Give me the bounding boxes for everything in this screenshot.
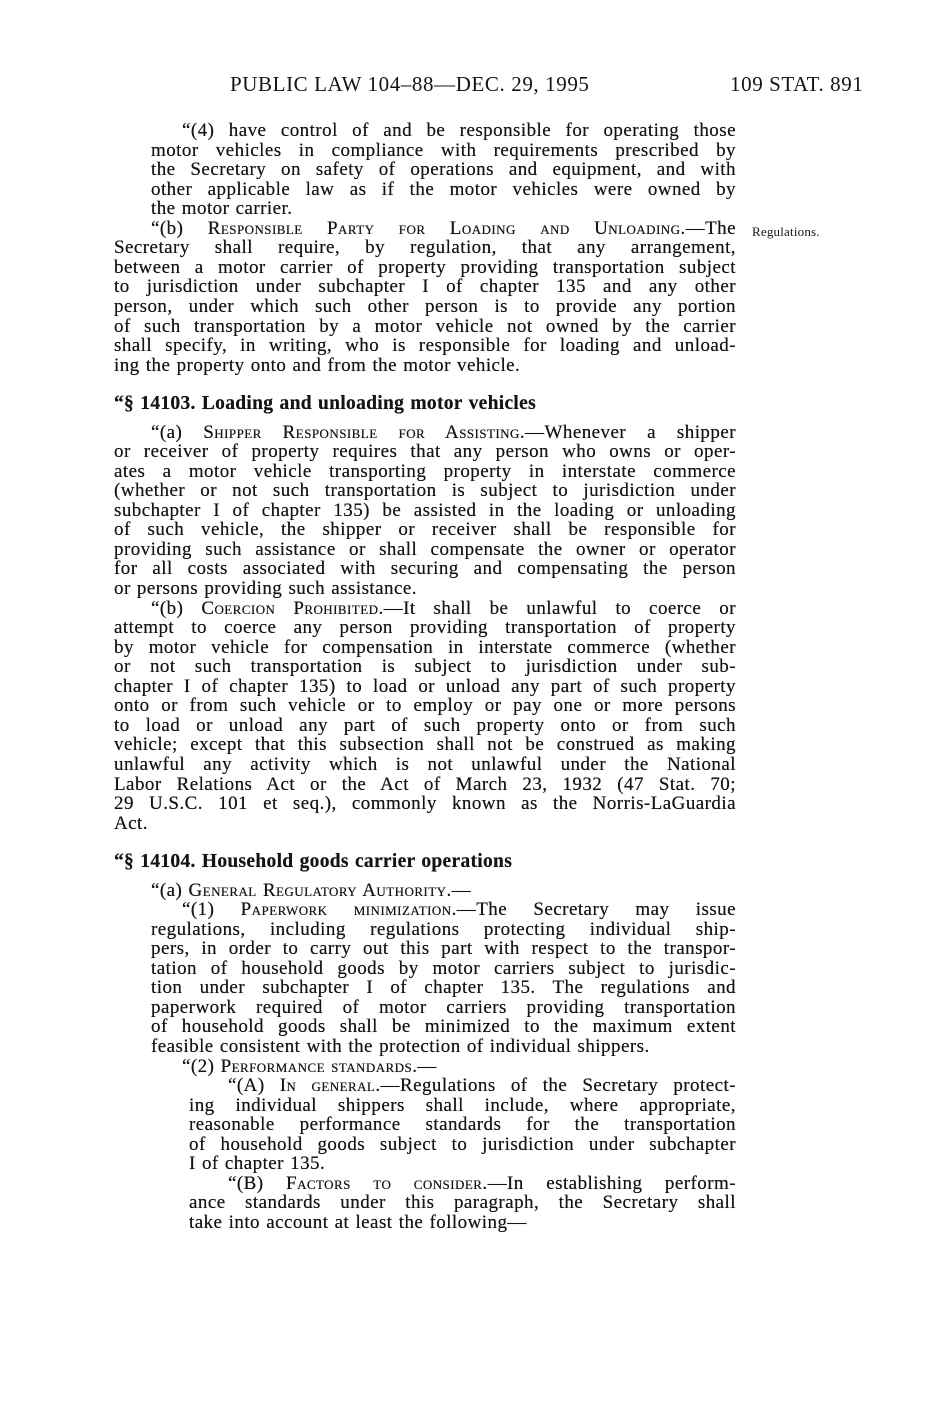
text-line bbox=[189, 1096, 736, 1116]
small-caps-heading: Paperwork minimization bbox=[240, 899, 452, 921]
text-line bbox=[114, 775, 736, 795]
text-run: .— bbox=[412, 1055, 437, 1077]
text-line bbox=[151, 423, 736, 443]
text-run: Labor Relations Act or the Act of March 23, 1932 (47 Stat. 70; bbox=[114, 773, 736, 795]
text-line bbox=[114, 540, 736, 560]
text-line bbox=[151, 180, 736, 200]
text-line bbox=[151, 920, 736, 940]
text-run: .—The Secretary may issue bbox=[451, 899, 736, 921]
text-run: vehicle; except that this subsection shall not be construed as making bbox=[114, 734, 736, 756]
text-line bbox=[114, 501, 736, 521]
small-caps-heading: Performance standards bbox=[220, 1055, 413, 1077]
text-line bbox=[151, 160, 736, 180]
text-run: Act. bbox=[114, 812, 148, 834]
text-run: of household goods shall be minimized to the maximum extent bbox=[151, 1016, 736, 1038]
text-line bbox=[189, 1135, 736, 1155]
text-run: .— bbox=[446, 879, 472, 901]
text-run: Secretary shall require, by regulation, that any arrangement, bbox=[114, 237, 736, 259]
text-run: .—It shall be unlawful to coerce or bbox=[378, 597, 736, 619]
text-line bbox=[189, 1213, 736, 1233]
text-run: “(b) bbox=[151, 217, 208, 239]
small-caps-heading: Shipper Responsible for Assisting bbox=[203, 421, 520, 443]
text-run: ates a motor vehicle transporting property in interstate commerce bbox=[114, 460, 736, 482]
small-caps-heading: Factors to consider bbox=[286, 1172, 483, 1194]
text-run: of such vehicle, the shipper or receiver shall be responsible for bbox=[114, 519, 736, 541]
text-line bbox=[114, 356, 736, 376]
text-line bbox=[151, 219, 736, 239]
text-run: of such transportation by a motor vehicle not owned by the carrier bbox=[114, 315, 736, 337]
text-line bbox=[151, 141, 736, 161]
text-run: or receiver of property requires that any person who owns or oper- bbox=[114, 441, 736, 463]
text-line bbox=[189, 1154, 736, 1174]
text-line bbox=[114, 258, 736, 278]
text-run: chapter I of chapter 135) to load or unload any part of such property bbox=[114, 675, 736, 697]
text-run: to load or unload any part of such property onto or from such bbox=[114, 714, 736, 736]
text-run: the Secretary on safety of operations and equipment, and with bbox=[151, 159, 736, 181]
text-run: to jurisdiction under subchapter I of chapter 135 and any other bbox=[114, 276, 736, 298]
text-run: reasonable performance standards for the transportation bbox=[189, 1114, 736, 1136]
text-run: (whether or not such transportation is subject to jurisdiction under bbox=[114, 480, 736, 502]
small-caps-heading: General Regulatory Authority bbox=[188, 879, 447, 901]
text-run: .—Regulations of the Secretary protect- bbox=[375, 1075, 737, 1097]
text-line bbox=[114, 638, 736, 658]
text-line bbox=[151, 599, 736, 619]
text-line bbox=[189, 1115, 736, 1135]
text-run: subchapter I of chapter 135) be assisted in the loading or unloading bbox=[114, 499, 736, 521]
text-line bbox=[151, 998, 736, 1018]
text-run: “(1) bbox=[182, 899, 241, 921]
text-run: “(2) bbox=[182, 1055, 221, 1077]
text-run: “(A) bbox=[228, 1075, 280, 1097]
text-run: of household goods subject to jurisdiction under subchapter bbox=[189, 1133, 736, 1155]
margin-note: Regulations. bbox=[752, 224, 820, 239]
text-line bbox=[228, 1174, 736, 1194]
text-line bbox=[151, 1037, 736, 1057]
text-line bbox=[114, 481, 736, 501]
text-run: onto or from such vehicle or to employ or pay one or more persons bbox=[114, 695, 736, 717]
text-line bbox=[114, 677, 736, 697]
text-run: by motor vehicle for compensation in interstate commerce (whether bbox=[114, 636, 736, 658]
text-line bbox=[182, 900, 736, 920]
text-line bbox=[151, 978, 736, 998]
text-line bbox=[114, 336, 736, 356]
text-line bbox=[114, 297, 736, 317]
text-line bbox=[114, 559, 736, 579]
text-run: take into account at least the following— bbox=[189, 1211, 527, 1233]
text-run: “(a) bbox=[151, 879, 189, 901]
running-header: PUBLIC LAW 104–88—DEC. 29, 1995 bbox=[230, 72, 590, 96]
text-run: “(b) bbox=[151, 597, 202, 619]
text-run: paperwork required of motor carriers providing transportation bbox=[151, 996, 736, 1018]
text-line bbox=[151, 1017, 736, 1037]
text-run: or not such transportation is subject to jurisdiction under sub- bbox=[114, 656, 736, 678]
text-run: I of chapter 135. bbox=[189, 1153, 326, 1175]
text-line bbox=[114, 716, 736, 736]
small-caps-heading: Responsible Party for Loading and Unloading bbox=[207, 217, 681, 239]
text-line bbox=[114, 462, 736, 482]
text-run: ance standards under this paragraph, the Secretary shall bbox=[189, 1192, 736, 1214]
text-run: “(4) have control of and be responsible for operating those bbox=[182, 120, 736, 141]
text-line bbox=[114, 277, 736, 297]
text-run: for all costs associated with securing and compensating the person bbox=[114, 558, 736, 580]
text-line bbox=[228, 1076, 736, 1096]
page-number: 109 STAT. 891 bbox=[730, 72, 864, 96]
text-line bbox=[114, 794, 736, 814]
text-line bbox=[114, 696, 736, 716]
text-run: “(B) bbox=[228, 1172, 287, 1194]
text-line bbox=[151, 881, 736, 901]
text-run: 29 U.S.C. 101 et seq.), commonly known as the Norris-LaGuardia bbox=[114, 793, 736, 815]
text-line bbox=[114, 238, 736, 258]
text-line bbox=[114, 735, 736, 755]
small-caps-heading: Coercion Prohibited bbox=[201, 597, 379, 619]
text-line bbox=[114, 442, 736, 462]
text-run: .—Whenever a shipper bbox=[519, 421, 736, 443]
text-run: other applicable law as if the motor vehicles were owned by bbox=[151, 178, 736, 200]
text-line bbox=[114, 657, 736, 677]
small-caps-heading: In general bbox=[279, 1075, 376, 1097]
text-run: tation of household goods by motor carriers subject to jurisdic- bbox=[151, 957, 736, 979]
text-run: “§ 14103. Loading and unloading motor vehicles bbox=[114, 392, 536, 414]
text-line bbox=[182, 1057, 736, 1077]
text-run: attempt to coerce any person providing transportation of property bbox=[114, 617, 736, 639]
text-line bbox=[114, 520, 736, 540]
text-run: the motor carrier. bbox=[151, 198, 293, 220]
text-line bbox=[114, 814, 736, 834]
text-run: “§ 14104. Household goods carrier operations bbox=[114, 850, 513, 872]
text-line bbox=[114, 317, 736, 337]
text-run: unlawful any activity which is not unlawful under the National bbox=[114, 753, 736, 775]
text-run: or persons providing such assistance. bbox=[114, 578, 417, 599]
text-line bbox=[151, 959, 736, 979]
text-line bbox=[114, 618, 736, 638]
text-run: .—In establishing perform- bbox=[482, 1172, 736, 1194]
text-run: feasible consistent with the protection of individual shippers. bbox=[151, 1036, 650, 1057]
text-run: .—The bbox=[680, 217, 736, 239]
text-run: between a motor carrier of property providing transportation subject bbox=[114, 256, 736, 278]
text-run: tion under subchapter I of chapter 135. The regulations and bbox=[151, 977, 736, 999]
text-line bbox=[151, 199, 736, 219]
text-line bbox=[189, 1193, 736, 1213]
text-run: motor vehicles in compliance with requirements prescribed by bbox=[151, 139, 736, 161]
text-run: person, under which such other person is to provide any portion bbox=[114, 295, 736, 317]
text-run: pers, in order to carry out this part with respect to the transpor- bbox=[151, 938, 736, 960]
text-run: ing individual shippers shall include, where appropriate, bbox=[189, 1094, 736, 1116]
text-run: “(a) bbox=[151, 421, 204, 443]
text-run: regulations, including regulations protecting individual ship- bbox=[151, 918, 736, 940]
text-run: providing such assistance or shall compensate the owner or operator bbox=[114, 538, 736, 560]
text-line bbox=[151, 939, 736, 959]
text-line bbox=[114, 579, 736, 599]
text-line bbox=[114, 755, 736, 775]
text-run: shall specify, in writing, who is responsible for loading and unload- bbox=[114, 335, 736, 357]
section-heading bbox=[114, 852, 736, 872]
text-run: ing the property onto and from the motor vehicle. bbox=[114, 354, 521, 376]
section-heading bbox=[114, 394, 736, 414]
text-line bbox=[182, 121, 736, 141]
